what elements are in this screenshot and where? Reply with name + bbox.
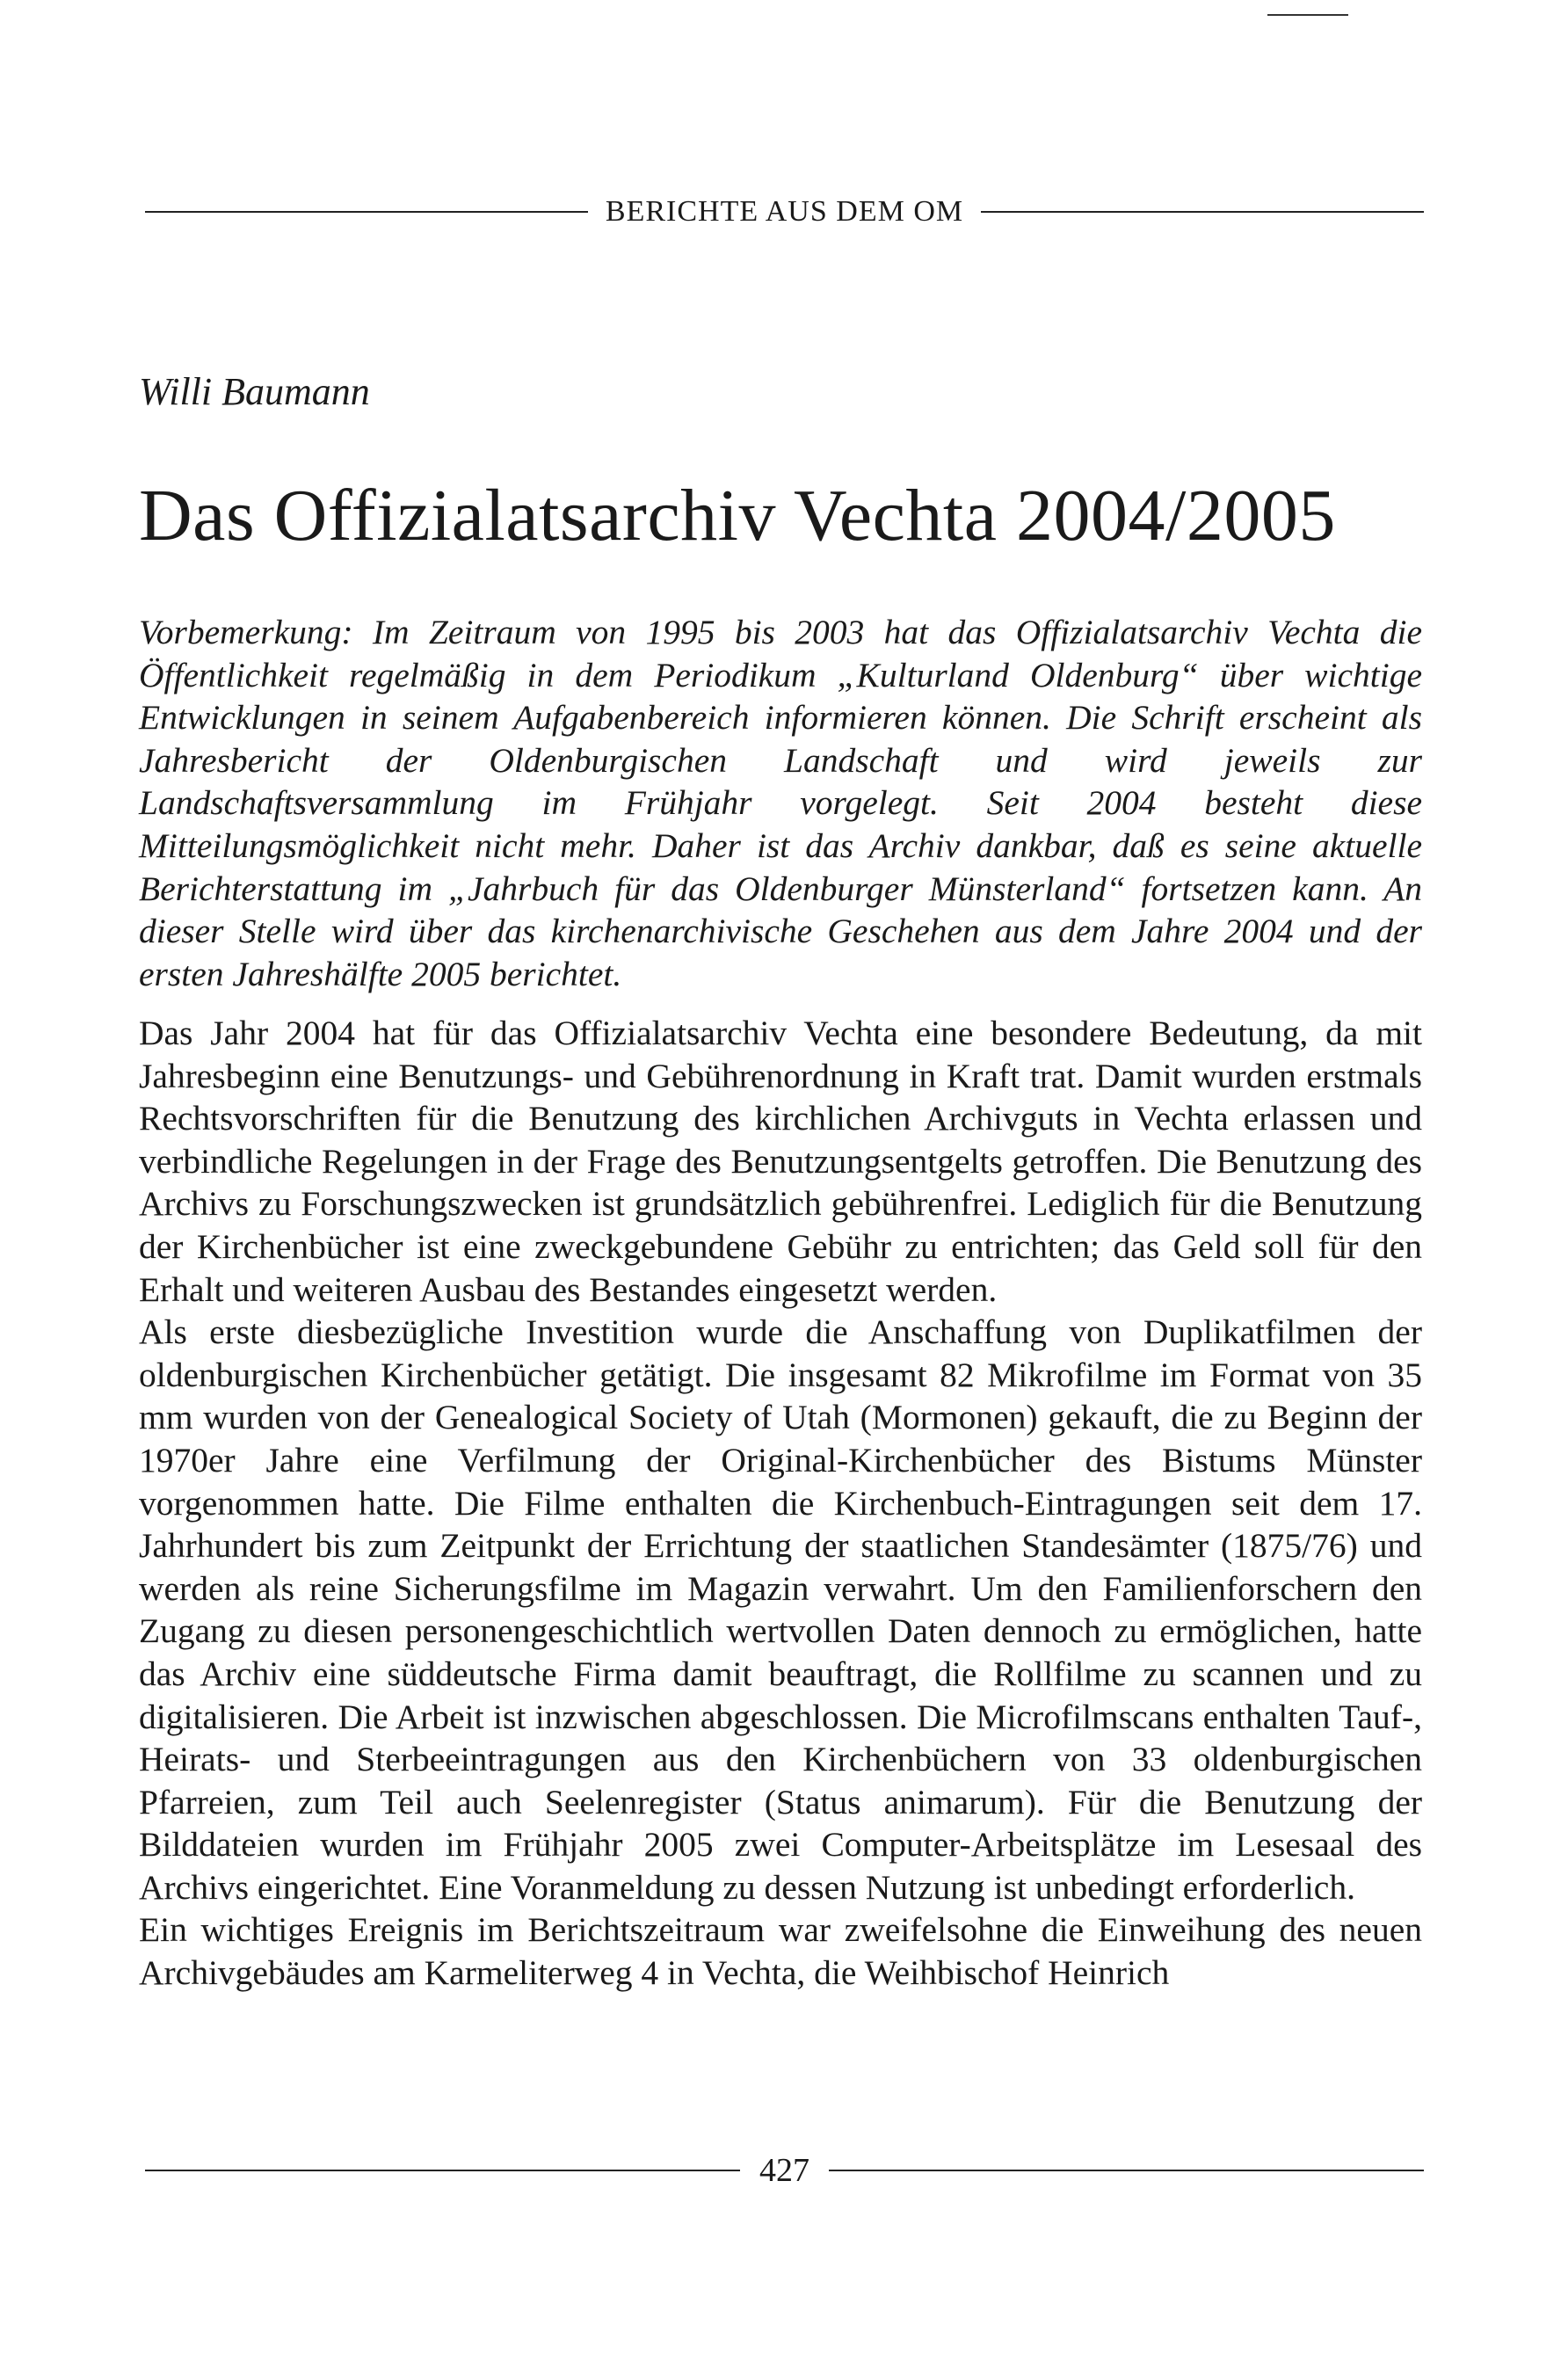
preface-paragraph: Vorbemerkung: Im Zeitraum von 1995 bis 2003 hat das Offizialatsarchiv Vechta die Öffentlichkeit regelmäßig in dem Periodikum „Kulturland Oldenburg“ über wichtige Entwicklungen in seinem Aufgabenbereich informieren können. Die Schrift erscheint als Jahresbericht der Oldenburgischen Landschaft und wird jeweils zur Landschaftsversammlung im Frühjahr vorgelegt. Seit 2004 besteht diese Mitteilungsmöglichkeit nicht mehr. Daher ist das Archiv dankbar, daß es seine aktuelle Berichterstattung im „Jahrbuch für das Oldenburger Münsterland“ fortsetzen kann. An dieser Stelle wird über das kirchenarchivische Geschehen aus dem Jahre 2004 und der ersten Jahreshälfte 2005 berichtet. (139, 613, 1422, 993)
footer-rule-right (829, 2170, 1424, 2171)
running-title: BERICHTE AUS DEM OM (605, 195, 964, 228)
article-body (139, 1012, 1422, 1995)
header-rule-right (981, 211, 1424, 213)
article-author: Willi Baumann (139, 370, 370, 413)
body-paragraph: Als erste diesbezügliche Investition wurde die Anschaffung von Duplikatfilmen der oldenburgischen Kirchenbücher getätigt. Die insgesamt 82 Mikrofilme im Format von 35 mm wurden von der Genealogical Society of Utah (Mormonen) gekauft, die zu Beginn der 1970er Jahre eine Verfilmung der Original-Kirchenbücher des Bistums Münster vorgenommen hatte. Die Filme enthalten die Kirchenbuch-Eintragungen seit dem 17. Jahrhundert bis zum Zeitpunkt der Errichtung der staatlichen Standesämter (1875/76) und werden als reine Sicherungsfilme im Magazin verwahrt. Um den Familienforschern den Zugang zu diesen personengeschichtlich wertvollen Daten dennoch zu ermöglichen, hatte das Archiv eine süddeutsche Firma damit beauftragt, die Rollfilme zu scannen und zu digitalisieren. Die Arbeit ist inzwischen abgeschlossen. Die Microfilmscans enthalten Tauf-, Heirats- und Sterbeeintragungen aus den Kirchenbüchern von 33 oldenburgischen Pfarreien, zum Teil auch Seelenregister (Status animarum). Für die Benutzung der Bilddateien wurden im Frühjahr 2005 zwei Computer-Arbeitsplätze im Lesesaal des Archivs eingerichtet. Eine Voranmeldung zu dessen Nutzung ist unbedingt erforderlich. (139, 1312, 1422, 1907)
article-title: Das Offizialatsarchiv Vechta 2004/2005 (139, 475, 1336, 556)
corner-rule (1267, 14, 1348, 16)
body-paragraph: Ein wichtiges Ereignis im Berichtszeitraum war zweifelsohne die Einweihung des neuen Archivgebäudes am Karmeliterweg 4 in Vechta, die Weihbischof Heinrich (139, 1910, 1422, 1993)
header-rule-left (145, 211, 588, 213)
running-header (145, 195, 1424, 229)
body-paragraph: Das Jahr 2004 hat für das Offizialatsarchiv Vechta eine besondere Bedeutung, da mit Jahresbeginn eine Benutzungs- und Gebührenordnung in Kraft trat. Damit wurden erstmals Rechtsvorschriften für die Benutzung des kirchlichen Archivguts in Vechta erlassen und verbindliche Regelungen in der Frage des Benutzungsentgelts getroffen. Die Benutzung des Archivs zu Forschungszwecken ist grundsätzlich gebührenfrei. Lediglich für die Benutzung der Kirchenbücher ist eine zweckgebundene Gebühr zu entrichten; das Geld soll für den Erhalt und weiteren Ausbau des Bestandes eingesetzt werden. (139, 1014, 1422, 1309)
page-footer (145, 2151, 1424, 2190)
footer-rule-left (145, 2170, 740, 2171)
page-number: 427 (759, 2152, 809, 2189)
